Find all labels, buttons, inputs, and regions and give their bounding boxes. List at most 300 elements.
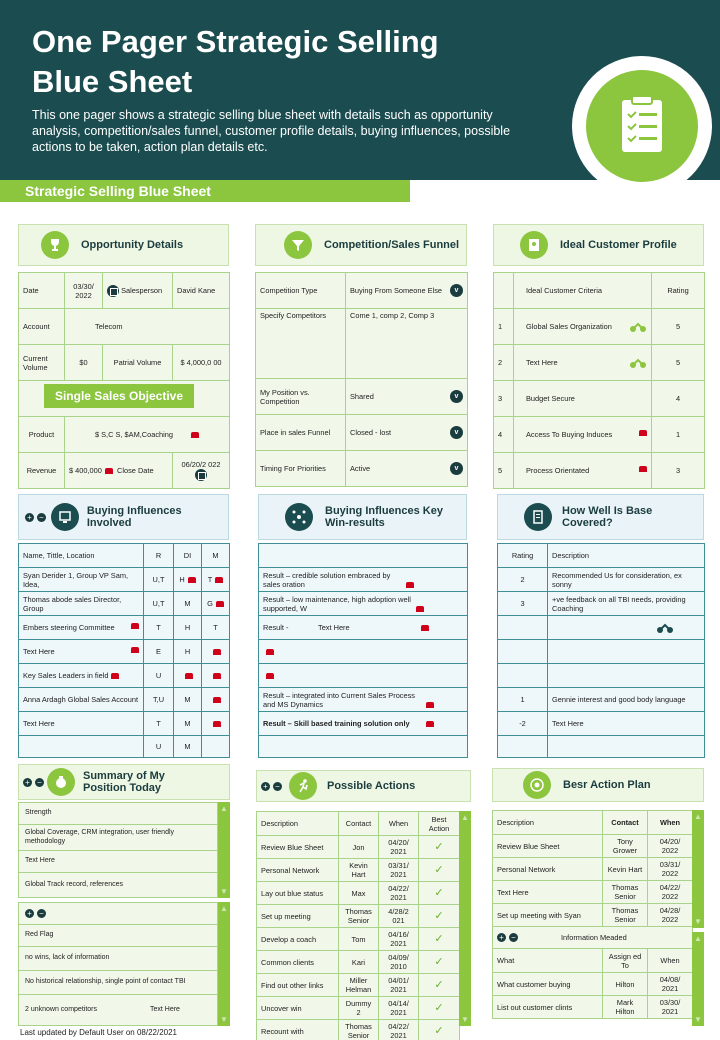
bi-row-r: T xyxy=(144,712,174,736)
check-icon[interactable]: ✓ xyxy=(434,1001,444,1014)
bi-row-di xyxy=(174,664,202,688)
red-flag-icon xyxy=(185,673,193,679)
red-flag-icon xyxy=(639,430,647,436)
bi-name-text: Embers steering Committee xyxy=(23,623,115,632)
pa-row-best[interactable] xyxy=(419,836,460,859)
pa-row-best[interactable] xyxy=(419,928,460,951)
pa-row-when: 03/31/ 2021 xyxy=(379,859,419,882)
product-cell xyxy=(65,417,230,453)
base-covered-title: How Well Is Base Covered? xyxy=(562,505,653,529)
ap-header-description: Description xyxy=(493,811,603,835)
opportunity-header xyxy=(18,224,229,266)
criteria-text: Global Sales Organization xyxy=(526,321,612,331)
ap-header-when: When xyxy=(648,811,693,835)
chevron-down-icon[interactable]: v xyxy=(450,284,463,297)
bi-row-m xyxy=(202,712,230,736)
base-row-rating: 2 xyxy=(498,568,548,592)
last-updated-footer: Last updated by Default User on 08/22/2021 xyxy=(20,1028,177,1037)
pa-row-when: 04/14/ 2021 xyxy=(379,997,419,1020)
bi-row-name xyxy=(19,736,144,758)
bi-row-r: U,T xyxy=(144,592,174,616)
pa-row-when: 04/22/ 2021 xyxy=(379,1020,419,1040)
possible-actions-title: Possible Actions xyxy=(327,780,416,792)
bi-row-m xyxy=(202,688,230,712)
revenue-label: Revenue xyxy=(19,453,65,489)
red-flag-icon xyxy=(213,721,221,727)
red-flag-item xyxy=(19,995,217,1025)
ap-row-contact: Thomas Senior xyxy=(603,904,648,927)
specify-competitors-label: Specify Competitors xyxy=(256,309,346,379)
base-row-rating: 3 xyxy=(498,592,548,616)
profile-num-header xyxy=(494,273,514,309)
info-row-assigned: Mark Hilton xyxy=(603,996,648,1019)
ap-row-contact: Tony Grower xyxy=(603,835,648,858)
base-row-description: Recommended Us for consideration, ex sonny xyxy=(548,568,705,592)
bi-row-name: Text Here xyxy=(19,712,144,736)
action-plan-title: Besr Action Plan xyxy=(563,779,651,791)
win-row xyxy=(259,736,468,758)
action-plan-scrollbar[interactable] xyxy=(692,810,704,928)
timing-cell[interactable] xyxy=(346,451,468,487)
pa-row-contact: Thomas Senior xyxy=(339,1020,379,1040)
bi-row-m xyxy=(202,568,230,592)
red-flag-icon xyxy=(421,625,429,631)
person-icon xyxy=(107,285,119,297)
money-bag-icon xyxy=(47,768,75,796)
red-flags-list xyxy=(18,902,218,1026)
page-description: This one pager shows a strategic selling blue sheet with details such as opportunity analysis, competition/sales funnel, customer profile details, buying influences, possible actions to be taken, action plan details etc. xyxy=(32,108,511,154)
account-label: Account xyxy=(19,309,65,345)
criteria-header: Ideal Customer Criteria xyxy=(514,273,652,309)
red-flag-icon xyxy=(213,649,221,655)
bi-header-r: R xyxy=(144,544,174,568)
red-flag-icon xyxy=(416,606,424,612)
bi-row-name xyxy=(19,640,144,664)
hero-badge xyxy=(572,56,712,196)
ap-row-description: Review Blue Sheet xyxy=(493,835,603,858)
pa-row-description: Personal Network xyxy=(257,859,339,882)
base-row-rating: 1 xyxy=(498,688,548,712)
red-flag-icon xyxy=(131,623,139,629)
win-row xyxy=(259,688,468,712)
motorbike-icon xyxy=(629,358,647,368)
single-sales-objective: Single Sales Objective xyxy=(44,384,194,408)
partial-volume-value: $ 4,000,0 00 xyxy=(173,345,230,381)
pa-row-when: 4/28/2 021 xyxy=(379,905,419,928)
bi-row-di: M xyxy=(174,736,202,758)
ideal-profile-title: Ideal Customer Profile xyxy=(560,239,677,251)
pa-row-best[interactable] xyxy=(419,1020,460,1040)
minus-icon[interactable]: − xyxy=(37,909,46,918)
network-icon xyxy=(51,503,79,531)
win-results-header xyxy=(258,494,467,540)
ap-header-contact: Contact xyxy=(603,811,648,835)
bi-row-m xyxy=(202,736,230,758)
base-row-rating xyxy=(498,640,548,664)
salesperson-cell xyxy=(103,273,173,309)
base-row-rating: -2 xyxy=(498,712,548,736)
competition-title: Competition/Sales Funnel xyxy=(324,239,460,251)
profile-row-rating: 5 xyxy=(652,309,705,345)
bi-row-di: M xyxy=(174,688,202,712)
red-flag-icon xyxy=(213,697,221,703)
minus-icon[interactable]: − xyxy=(509,933,518,942)
position-header xyxy=(18,764,230,800)
partial-volume-label: Patrial Volume xyxy=(103,345,173,381)
profile-row-criteria xyxy=(514,309,652,345)
base-row-description: Text Here xyxy=(548,712,705,736)
pa-row-description: Common clients xyxy=(257,951,339,974)
competition-type-cell[interactable] xyxy=(346,273,468,309)
opportunity-title: Opportunity Details xyxy=(81,239,184,251)
red-flag-item: no wins, lack of information xyxy=(19,947,217,971)
red-flag-icon xyxy=(406,582,414,588)
pa-header-best-action: Best Action xyxy=(419,812,460,836)
pa-row-best[interactable] xyxy=(419,882,460,905)
bi-row-name xyxy=(19,664,144,688)
profile-row-num: 1 xyxy=(494,309,514,345)
info-header-when: When xyxy=(648,949,693,973)
criteria-text: Process Orientated xyxy=(526,466,590,475)
base-row-description: Gennie interest and good body language xyxy=(548,688,705,712)
bi-row-name: Syan Derider 1, Group VP Sam, Idea, xyxy=(19,568,144,592)
opportunity-table xyxy=(18,272,230,489)
ap-row-when: 03/31/ 2022 xyxy=(648,858,693,881)
position-cell[interactable] xyxy=(346,379,468,415)
pa-row-description: Lay out blue status xyxy=(257,882,339,905)
rating-header: Rating xyxy=(652,273,705,309)
clipboard-checklist-icon xyxy=(586,70,698,182)
revenue-cell xyxy=(65,453,173,489)
red-flag-icon xyxy=(426,702,434,708)
info-row-when: 04/08/ 2021 xyxy=(648,973,693,996)
salesperson-value: David Kane xyxy=(173,273,230,309)
pa-row-contact: Kari xyxy=(339,951,379,974)
funnel-icon xyxy=(284,231,312,259)
ap-row-contact: Kevin Hart xyxy=(603,858,648,881)
pa-row-best[interactable] xyxy=(419,859,460,882)
bi-row-di xyxy=(174,568,202,592)
profile-row-rating: 5 xyxy=(652,345,705,381)
pa-header-contact: Contact xyxy=(339,812,379,836)
ideal-profile-table xyxy=(493,272,705,489)
revenue-value: $ 400,000 xyxy=(69,466,102,475)
plus-icon[interactable]: + xyxy=(23,778,32,787)
bi-row-m xyxy=(202,592,230,616)
profile-row-num: 5 xyxy=(494,453,514,489)
check-icon[interactable]: ✓ xyxy=(434,909,444,922)
info-row-assigned: Hilton xyxy=(603,973,648,996)
red-flag-icon xyxy=(639,466,647,472)
bi-row-m: T xyxy=(202,616,230,640)
pa-row-when: 04/22/ 2021 xyxy=(379,882,419,905)
bi-header-m: M xyxy=(202,544,230,568)
motorbike-icon xyxy=(629,322,647,332)
red-flag-icon xyxy=(131,647,139,653)
date-label: Date xyxy=(19,273,65,309)
position-title: Summary of My Position Today xyxy=(83,770,165,794)
close-date-value: 06/20/2 022 xyxy=(181,460,221,469)
profile-row-criteria xyxy=(514,453,652,489)
win-row xyxy=(259,616,468,640)
profile-row-num: 3 xyxy=(494,381,514,417)
info-header-what: What xyxy=(493,949,603,973)
red-flag-extra: Text Here xyxy=(150,1005,180,1013)
check-icon[interactable]: ✓ xyxy=(434,863,444,876)
bi-m-text: T xyxy=(207,575,213,584)
win-text: Result – Skill based training solution only xyxy=(263,719,410,728)
win-row xyxy=(259,568,468,592)
plus-icon[interactable]: + xyxy=(25,513,34,522)
ap-row-description: Personal Network xyxy=(493,858,603,881)
bi-row-r: T,U xyxy=(144,688,174,712)
ap-row-when: 04/28/ 2022 xyxy=(648,904,693,927)
bi-di-text: H xyxy=(179,575,185,584)
strength-item: Text Here xyxy=(19,851,217,873)
bi-m-text: G xyxy=(207,599,213,608)
red-flag-icon xyxy=(216,601,224,607)
win-row xyxy=(259,592,468,616)
chevron-down-icon[interactable]: v xyxy=(450,390,463,403)
pa-row-description: Review Blue Sheet xyxy=(257,836,339,859)
competition-type-label: Competition Type xyxy=(256,273,346,309)
plus-icon[interactable]: + xyxy=(497,933,506,942)
bi-row-r: U xyxy=(144,736,174,758)
base-description-header: Description xyxy=(548,544,705,568)
profile-row-rating: 1 xyxy=(652,417,705,453)
check-icon[interactable]: ✓ xyxy=(434,886,444,899)
red-flag-item: No historical relationship, single point of contact TBI xyxy=(19,971,217,995)
red-flag-icon xyxy=(191,432,199,438)
date-value: 03/30/ 2022 xyxy=(65,273,103,309)
profile-document-icon xyxy=(520,231,548,259)
funnel-place-label: Place in sales Funnel xyxy=(256,415,346,451)
motorbike-icon xyxy=(656,623,674,633)
check-icon[interactable]: ✓ xyxy=(434,978,444,991)
base-row-description: +ve feedback on all TBI needs, providing Coaching xyxy=(548,592,705,616)
minus-icon[interactable]: − xyxy=(273,782,282,791)
chevron-down-icon[interactable]: v xyxy=(450,462,463,475)
base-row-rating xyxy=(498,616,548,640)
strength-header: Strength xyxy=(19,803,217,825)
ap-row-when: 04/22/ 2022 xyxy=(648,881,693,904)
salesperson-label: Salesperson xyxy=(121,285,163,295)
plus-icon[interactable]: + xyxy=(25,909,34,918)
bi-name-text: Key Sales Leaders in field xyxy=(23,671,109,680)
pa-row-best[interactable] xyxy=(419,905,460,928)
pa-row-when: 04/01/ 2021 xyxy=(379,974,419,997)
competition-type-value: Buying From Someone Else xyxy=(350,286,443,295)
pa-row-contact: Max xyxy=(339,882,379,905)
pa-row-best[interactable] xyxy=(419,997,460,1020)
red-flag-icon xyxy=(426,721,434,727)
bi-row-r: T xyxy=(144,616,174,640)
base-row-description xyxy=(548,664,705,688)
info-row-what: List out customer clints xyxy=(493,996,603,1019)
specify-competitors-value: Come 1, comp 2, Comp 3 xyxy=(346,309,468,379)
base-covered-header xyxy=(497,494,704,540)
page-title: One Pager Strategic Selling Blue Sheet xyxy=(32,24,439,99)
bi-row-di: H xyxy=(174,640,202,664)
profile-row-criteria xyxy=(514,345,652,381)
product-value: $ S,C S, $AM,Coaching xyxy=(94,430,174,439)
pa-row-description: Find out other links xyxy=(257,974,339,997)
funnel-place-cell[interactable] xyxy=(346,415,468,451)
timing-value: Active xyxy=(350,464,371,473)
info-needed-header xyxy=(493,927,693,949)
pa-row-when: 04/09/ 2010 xyxy=(379,951,419,974)
current-volume-value: $0 xyxy=(65,345,103,381)
bi-row-m xyxy=(202,640,230,664)
funnel-place-value: Closed - lost xyxy=(350,428,392,437)
bi-row-m xyxy=(202,664,230,688)
position-value: Shared xyxy=(350,392,374,401)
check-icon[interactable]: ✓ xyxy=(434,932,444,945)
calendar-icon xyxy=(195,469,207,481)
pa-row-description: Set up meeting xyxy=(257,905,339,928)
profile-row-num: 4 xyxy=(494,417,514,453)
red-flag-icon xyxy=(266,649,274,655)
close-date-label: Close Date xyxy=(117,466,154,475)
minus-icon[interactable]: − xyxy=(35,778,44,787)
check-icon[interactable]: ✓ xyxy=(434,955,444,968)
red-flags-scrollbar[interactable] xyxy=(218,902,230,1026)
ideal-profile-header xyxy=(493,224,704,266)
bi-row-name: Thomas abode sales Director, Group xyxy=(19,592,144,616)
win-results-table xyxy=(258,543,468,758)
pa-row-contact: Kevin Hart xyxy=(339,859,379,882)
win-text: Result – integrated into Current Sales Process and MS Dynamics xyxy=(263,690,415,709)
win-results-title: Buying Influences Key Win-results xyxy=(325,505,443,529)
base-row-description xyxy=(548,640,705,664)
info-needed-title: Information Meaded xyxy=(561,933,627,942)
strength-item: Global Track record, references xyxy=(25,880,124,888)
running-person-icon xyxy=(289,772,317,800)
base-covered-table xyxy=(497,543,705,758)
pa-header-when: When xyxy=(379,812,419,836)
strengths-scrollbar[interactable] xyxy=(218,802,230,898)
win-text: Result – low maintenance, high adoption well supported, W xyxy=(263,594,411,613)
pa-row-best[interactable] xyxy=(419,951,460,974)
check-icon[interactable]: ✓ xyxy=(434,1024,444,1037)
possible-actions-scrollbar[interactable] xyxy=(459,811,471,1026)
profile-row-rating: 4 xyxy=(652,381,705,417)
bi-row-r: U xyxy=(144,664,174,688)
win-results-header-row xyxy=(259,544,468,568)
red-flag-text: 2 unknown competitors xyxy=(25,1005,97,1013)
base-row-description xyxy=(548,616,705,640)
info-row-when: 03/30/ 2021 xyxy=(648,996,693,1019)
criteria-text: Text Here xyxy=(526,357,558,367)
info-needed-scrollbar[interactable] xyxy=(692,932,704,1026)
strengths-list xyxy=(18,802,218,898)
pa-row-contact: Dummy 2 xyxy=(339,997,379,1020)
red-flag-header: Red Flag xyxy=(19,925,217,947)
close-date-cell xyxy=(173,453,230,489)
account-value: Telecom xyxy=(65,309,230,345)
base-row-rating xyxy=(498,736,548,758)
red-flag-icon xyxy=(215,577,223,583)
win-text: Result - xyxy=(263,623,289,632)
red-flag-controls xyxy=(19,903,217,925)
competition-header xyxy=(255,224,467,266)
bi-row-r: U,T xyxy=(144,568,174,592)
check-icon[interactable]: ✓ xyxy=(434,840,444,853)
chevron-down-icon[interactable]: v xyxy=(450,426,463,439)
bi-row-name xyxy=(19,616,144,640)
info-header-assigned: Assign ed To xyxy=(603,949,648,973)
win-extra: Text Here xyxy=(318,623,350,632)
bi-row-r: E xyxy=(144,640,174,664)
trophy-icon xyxy=(41,231,69,259)
plus-icon[interactable]: + xyxy=(261,782,270,791)
pa-row-contact: Miller Helman xyxy=(339,974,379,997)
banner-label: Strategic Selling Blue Sheet xyxy=(25,183,211,199)
win-text: Result – credible solution embraced by sales oration xyxy=(263,570,391,589)
bi-header-di: DI xyxy=(174,544,202,568)
red-flag-icon xyxy=(105,468,113,474)
bi-row-name: Anna Ardagh Global Sales Account xyxy=(19,688,144,712)
base-row-description xyxy=(548,736,705,758)
red-flag-icon xyxy=(213,673,221,679)
bi-row-di: H xyxy=(174,616,202,640)
pa-row-description: Uncover win xyxy=(257,997,339,1020)
action-plan-table xyxy=(492,810,693,1019)
hierarchy-icon xyxy=(285,503,313,531)
bi-row-di: M xyxy=(174,592,202,616)
profile-row-criteria: Budget Secure xyxy=(514,381,652,417)
possible-actions-header xyxy=(256,770,471,802)
current-volume-label: Current Volume xyxy=(19,345,65,381)
position-label: My Position vs. Competition xyxy=(256,379,346,415)
strength-item: Global Coverage, CRM integration, user friendly methodology xyxy=(19,825,217,851)
ap-row-when: 04/20/ 2022 xyxy=(648,835,693,858)
bi-row-di: M xyxy=(174,712,202,736)
pa-row-best[interactable] xyxy=(419,974,460,997)
profile-row-criteria xyxy=(514,417,652,453)
minus-icon[interactable]: − xyxy=(37,513,46,522)
ap-row-description: Set up meeting with Syan xyxy=(493,904,603,927)
criteria-text: Access To Buying Induces xyxy=(526,430,613,439)
pa-row-description: Develop a coach xyxy=(257,928,339,951)
base-rating-header: Rating xyxy=(498,544,548,568)
product-label: Product xyxy=(19,417,65,453)
target-icon xyxy=(523,771,551,799)
win-row xyxy=(259,712,468,736)
possible-actions-table xyxy=(256,811,460,1040)
buying-influences-table xyxy=(18,543,230,758)
red-flag-icon xyxy=(266,673,274,679)
document-list-icon xyxy=(524,503,552,531)
buying-influences-header xyxy=(18,494,229,540)
pa-row-contact: Thomas Senior xyxy=(339,905,379,928)
win-row xyxy=(259,664,468,688)
pa-row-when: 04/20/ 2021 xyxy=(379,836,419,859)
section-banner xyxy=(0,180,410,202)
win-row xyxy=(259,640,468,664)
action-plan-header xyxy=(492,768,704,802)
timing-label: Timing For Priorities xyxy=(256,451,346,487)
pa-row-description: Recount with xyxy=(257,1020,339,1040)
base-row-rating xyxy=(498,664,548,688)
profile-row-rating: 3 xyxy=(652,453,705,489)
ap-row-contact: Thomas Senior xyxy=(603,881,648,904)
buying-influences-title: Buying Influences Involved xyxy=(86,505,182,529)
ap-row-description: Text Here xyxy=(493,881,603,904)
bi-header-name: Name, Tittle, Location xyxy=(19,544,144,568)
pa-header-description: Description xyxy=(257,812,339,836)
competition-table xyxy=(255,272,468,487)
